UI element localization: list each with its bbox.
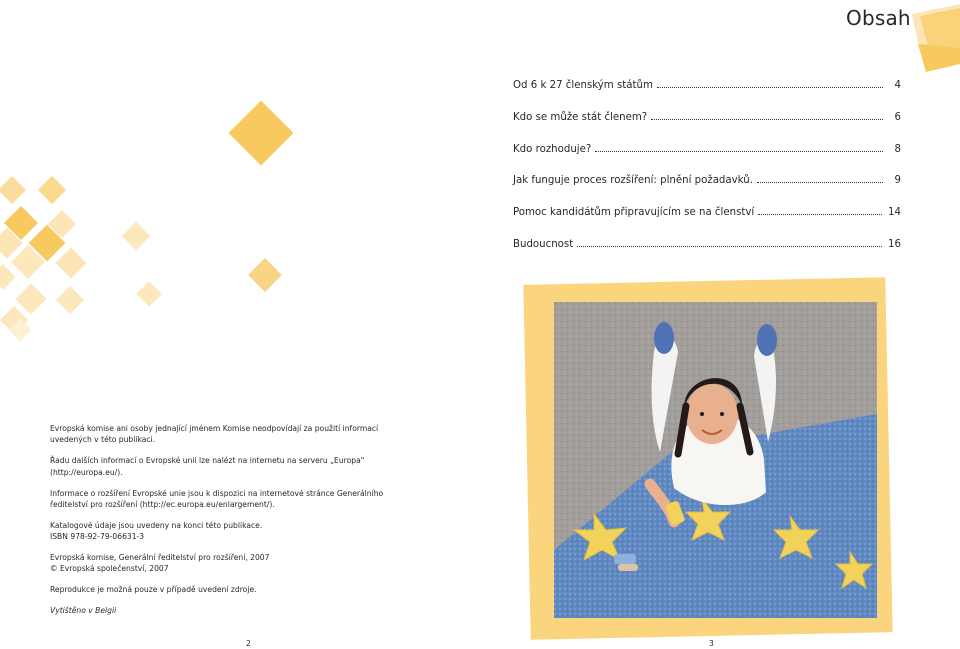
- deco-diamond: [248, 258, 282, 292]
- toc-leader-dots: [595, 151, 883, 152]
- deco-diamond: [228, 100, 293, 165]
- corner-decoration: [918, 44, 960, 72]
- toc-entry[interactable]: [513, 239, 901, 271]
- deco-diamond: [55, 247, 86, 278]
- toc-entry-label: Kdo rozhoduje?: [513, 143, 592, 155]
- deco-diamond: [0, 264, 16, 289]
- deco-diamond: [0, 176, 26, 204]
- toc-entry-page: 14: [888, 207, 901, 219]
- toc-entry-page: 16: [888, 238, 901, 250]
- page-number-left: 2: [246, 639, 251, 648]
- toc-entry[interactable]: [513, 80, 901, 112]
- toc-leader-dots: [577, 246, 882, 247]
- printed-in-note: Vytištěno v Belgii: [50, 605, 117, 615]
- europa-info-paragraph: Řadu dalších informací o Evropské unii lze nalézt na internetu na serveru „Europa" (http://europa.eu/).: [50, 456, 365, 477]
- toc-entry-label: Budoucnost: [513, 238, 574, 250]
- deco-diamond: [38, 176, 66, 204]
- toc-entry[interactable]: [513, 207, 901, 239]
- toc-entry[interactable]: [513, 112, 901, 144]
- copyright-paragraph: [50, 552, 410, 574]
- disclaimer-paragraph: Evropská komise ani osoby jednající jménem Komise neodpovídají za použití informací uvedených v této publikaci.: [50, 424, 379, 445]
- publisher: Evropská komise, Generální ředitelství pro rozšíření, 2007: [50, 553, 270, 563]
- isbn: ISBN 978-92-79-06631-3: [50, 532, 145, 542]
- page-number-right: 3: [709, 639, 714, 648]
- table-of-contents: [513, 80, 901, 271]
- toc-leader-dots: [657, 87, 883, 88]
- imprint-text: [50, 423, 410, 626]
- toc-entry-page: 9: [894, 175, 901, 187]
- toc-leader-dots: [651, 119, 883, 120]
- toc-entry-page: 4: [894, 80, 901, 91]
- photo-girl-chalk-eu-flag: [554, 302, 877, 618]
- toc-entry-label: Pomoc kandidátům připravujícím se na členství: [513, 207, 755, 219]
- toc-leader-dots: [757, 182, 883, 183]
- toc-entry[interactable]: [513, 144, 901, 176]
- deco-diamond: [136, 281, 161, 306]
- toc-leader-dots: [758, 214, 882, 215]
- page-title: Obsah: [846, 6, 911, 30]
- copyright-notice: © Evropská společenství, 2007: [50, 564, 169, 574]
- catalogue-paragraph: [50, 520, 410, 542]
- toc-entry-label: Od 6 k 27 členským státům: [513, 80, 653, 91]
- toc-entry-label: Kdo se může stát členem?: [513, 111, 648, 123]
- deco-diamond: [122, 222, 150, 250]
- enlargement-info-paragraph: Informace o rozšíření Evropské unie jsou k dispozici na internetové stránce Generálního ředitelství pro rozšíření (http://ec.europa.eu/enlargement/).: [50, 488, 384, 510]
- toc-entry[interactable]: [513, 175, 901, 207]
- toc-entry-label: Jak funguje proces rozšíření: plnění požadavků.: [513, 175, 753, 187]
- deco-diamond: [15, 283, 46, 314]
- deco-diamond: [56, 286, 84, 314]
- toc-entry-page: 8: [894, 143, 901, 155]
- reproduction-note: Reprodukce je možná pouze v případě uvedení zdroje.: [50, 585, 257, 595]
- toc-entry-page: 6: [894, 111, 901, 123]
- catalogue-note: Katalogové údaje jsou uvedeny na konci této publikace.: [50, 521, 263, 531]
